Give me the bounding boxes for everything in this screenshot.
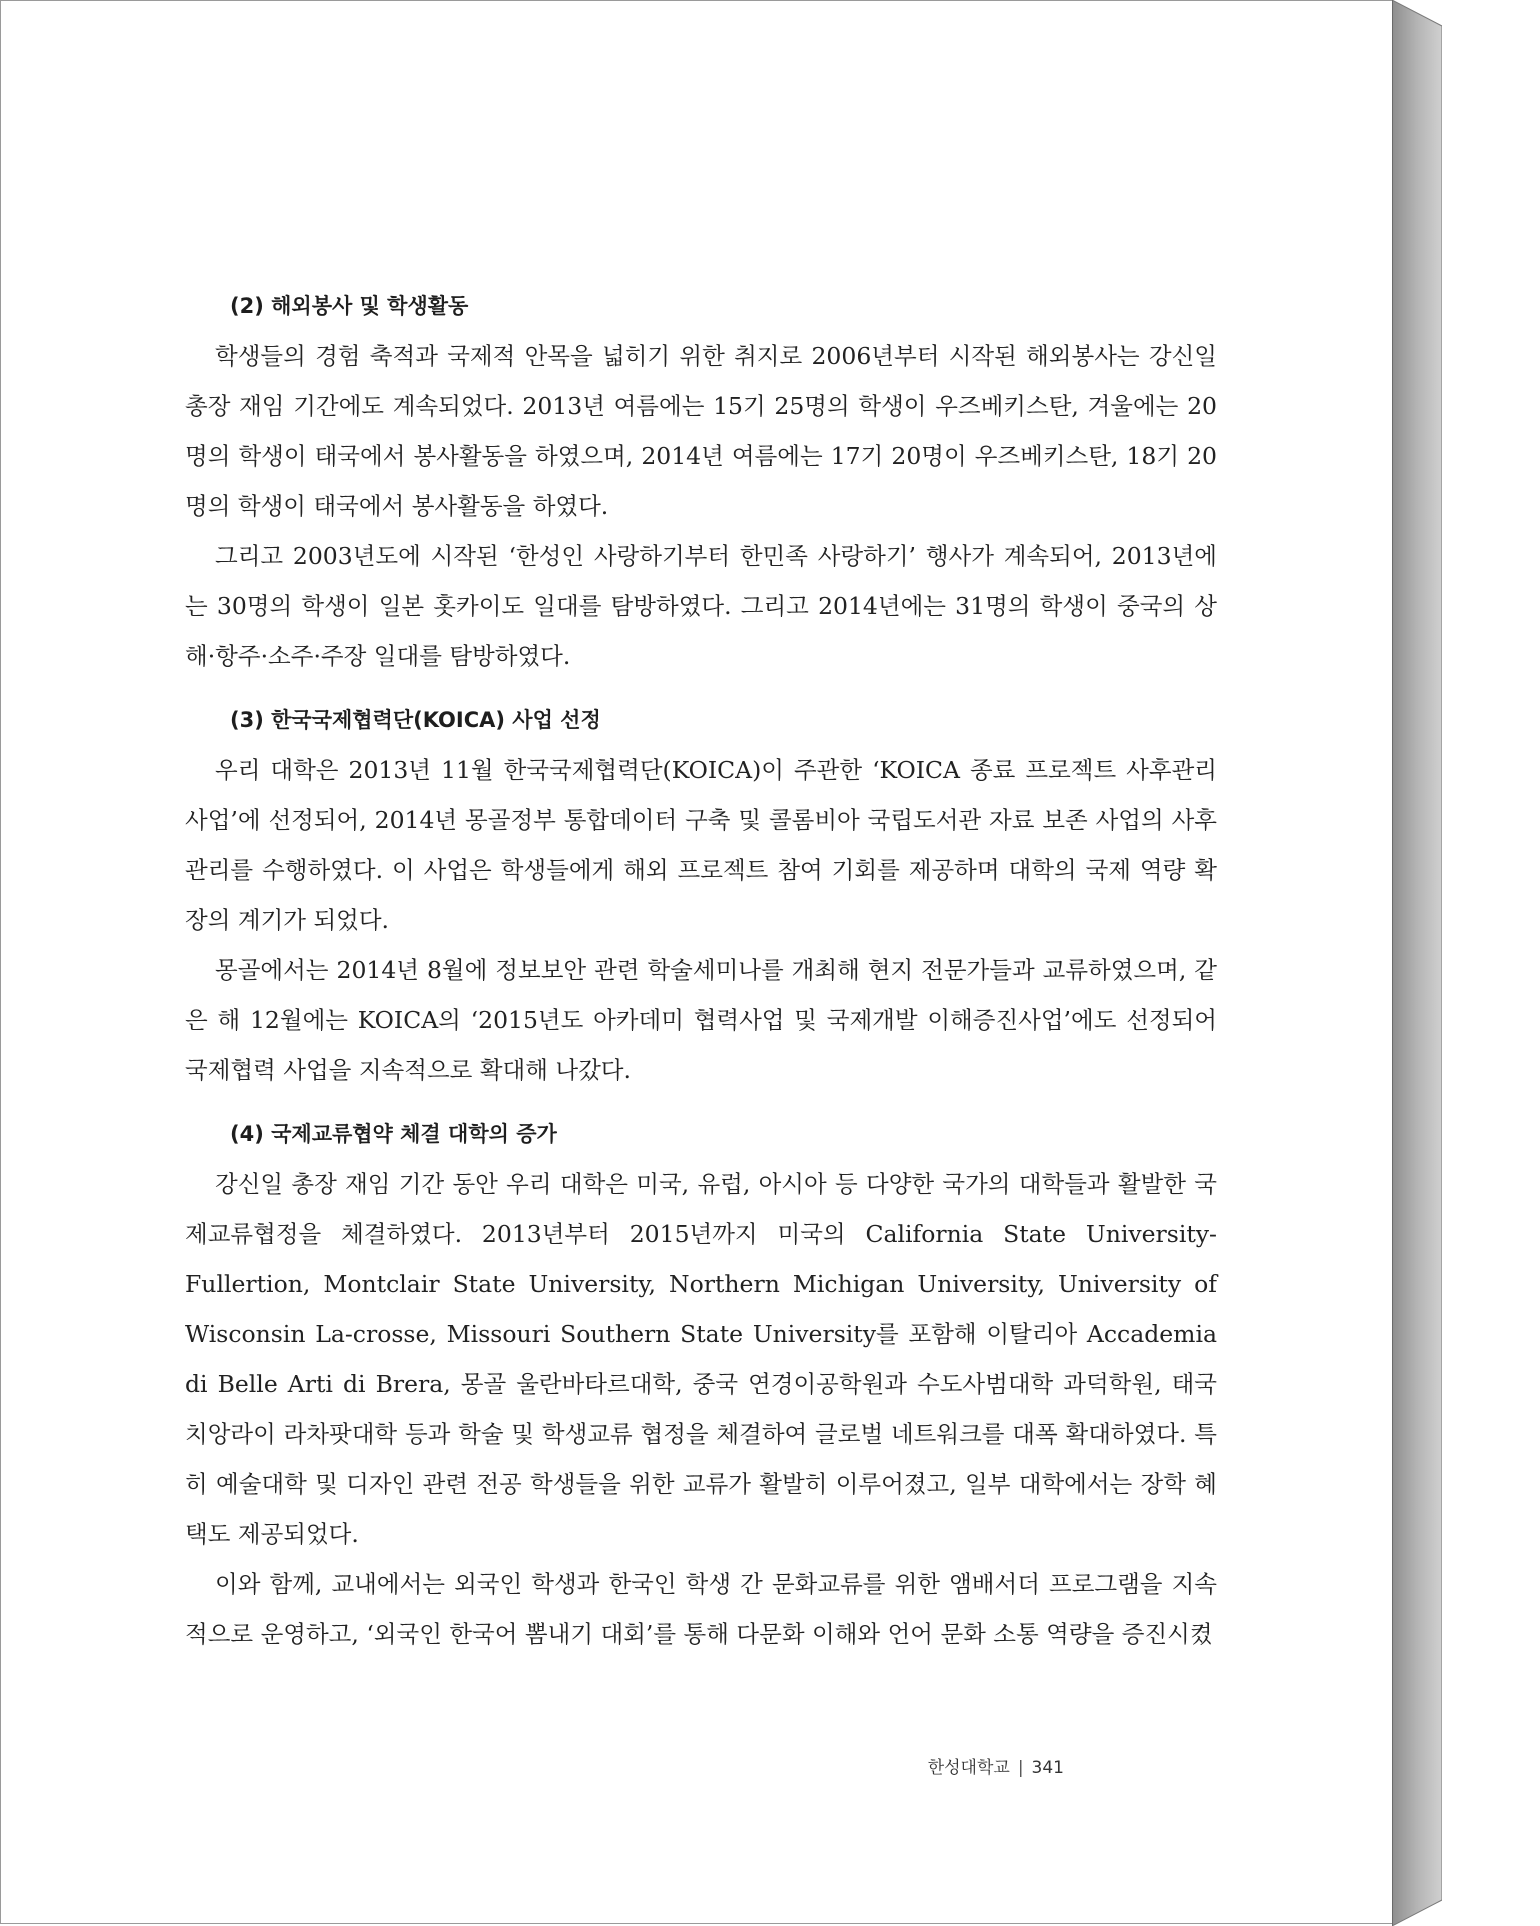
paragraph: 이와 함께, 교내에서는 외국인 학생과 한국인 학생 간 문화교류를 위한 앰배서더 프로그램을 지속적으로 운영하고, ‘외국인 한국어 뽐내기 대회’를 통해 다문화 이해와 언어 문화 소통 역량을 증진시켰 xyxy=(185,1570,1217,1648)
section-overseas-volunteer xyxy=(185,291,1217,681)
paragraph: 강신일 총장 재임 기간 동안 우리 대학은 미국, 유럽, 아시아 등 다양한 국가의 대학들과 활발한 국제교류협정을 체결하였다. 2013년부터 2015년까지 미국의 California State University-Fullertion, Montclair State University, Northern Michigan University, University of Wisconsin La-crosse, Missouri Southern State University를 포함해 이탈리아 Accademia di Belle Arti di Brera, 몽골 울란바타르대학, 중국 연경이공학원과 수도사범대학 과덕학원, 태국 치앙라이 라차팟대학 등과 학술 및 학생교류 협정을 체결하여 글로벌 네트워크를 대폭 확대하였다. 특히 예술대학 및 디자인 관련 전공 학생들을 위한 교류가 활발히 이루어졌고, 일부 대학에서는 장학 혜택도 제공되었다. xyxy=(185,1170,1217,1548)
page-footer xyxy=(928,1753,1064,1778)
paragraph: 우리 대학은 2013년 11월 한국국제협력단(KOICA)이 주관한 ‘KOICA 종료 프로젝트 사후관리 사업’에 선정되어, 2014년 몽골정부 통합데이터 구축 및 콜롬비아 국립도서관 자료 보존 사업의 사후관리를 수행하였다. 이 사업은 학생들에게 해외 프로젝트 참여 기회를 제공하며 대학의 국제 역량 확장의 계기가 되었다. xyxy=(185,756,1217,934)
book-thickness-edge xyxy=(1392,0,1442,1926)
page-number: 341 xyxy=(1031,1758,1064,1778)
section-heading: (3) 한국국제협력단(KOICA) 사업 선정 xyxy=(230,708,601,732)
section-heading: (4) 국제교류협약 체결 대학의 증가 xyxy=(230,1122,557,1146)
paragraph: 학생들의 경험 축적과 국제적 안목을 넓히기 위한 취지로 2006년부터 시작된 해외봉사는 강신일 총장 재임 기간에도 계속되었다. 2013년 여름에는 15기 25명의 학생이 우즈베키스탄, 겨울에는 20명의 학생이 태국에서 봉사활동을 하였으며, 2014년 여름에는 17기 20명이 우즈베키스탄, 18기 20명의 학생이 태국에서 봉사활동을 하였다. xyxy=(185,342,1217,520)
paragraph: 그리고 2003년도에 시작된 ‘한성인 사랑하기부터 한민족 사랑하기’ 행사가 계속되어, 2013년에는 30명의 학생이 일본 홋카이도 일대를 탐방하였다. 그리고 2014년에는 31명의 학생이 중국의 상해·항주·소주·주장 일대를 탐방하였다. xyxy=(185,542,1217,670)
section-heading: (2) 해외봉사 및 학생활동 xyxy=(230,294,469,318)
footer-publisher: 한성대학교 xyxy=(927,1758,1010,1778)
page-content xyxy=(185,291,1217,1683)
paragraph: 몽골에서는 2014년 8월에 정보보안 관련 학술세미나를 개최해 현지 전문가들과 교류하였으며, 같은 해 12월에는 KOICA의 ‘2015년도 아카데미 협력사업 및 국제개발 이해증진사업’에도 선정되어 국제협력 사업을 지속적으로 확대해 나갔다. xyxy=(185,956,1217,1084)
footer-separator: | xyxy=(1017,1758,1024,1778)
section-exchange-agreements xyxy=(185,1119,1217,1659)
section-koica xyxy=(185,705,1217,1095)
